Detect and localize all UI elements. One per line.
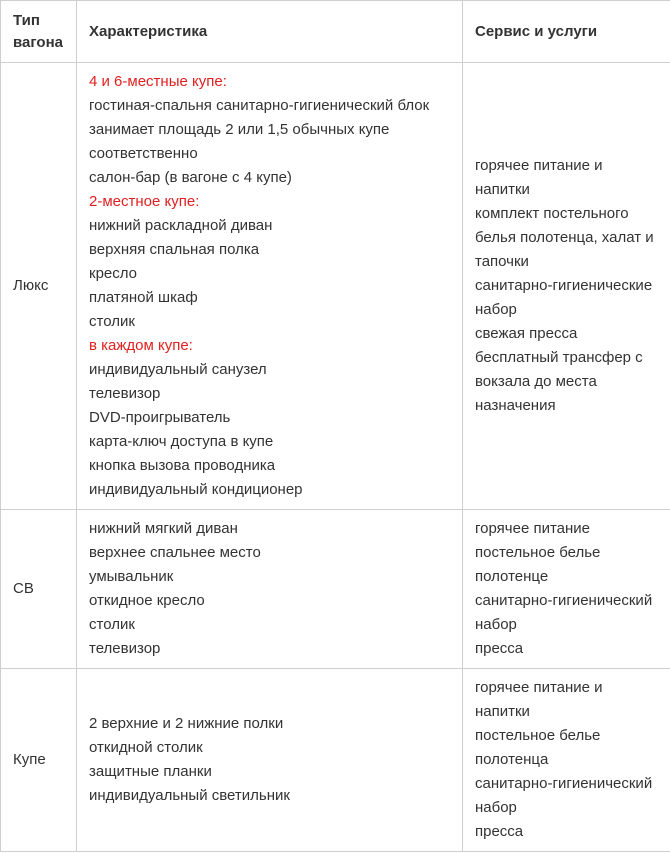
list-item: платяной шкаф (89, 289, 198, 306)
wagon-type-cell: Купе (1, 669, 77, 852)
services-list (475, 676, 658, 844)
list-item: откидное кресло (89, 592, 205, 609)
list-item: горячее питание и напитки (475, 679, 603, 720)
header-features: Характеристика (77, 1, 463, 63)
list-item: нижний раскладной диван (89, 217, 273, 234)
list-item: индивидуальный кондиционер (89, 481, 303, 498)
list-item: умывальник (89, 568, 174, 585)
features-cell (77, 669, 463, 852)
wagon-type-cell: СВ (1, 510, 77, 669)
list-item: полотенце (475, 568, 549, 585)
list-item: индивидуальный санузел (89, 361, 267, 378)
services-cell (463, 510, 670, 669)
list-item: горячее питание (475, 520, 590, 537)
list-item: бесплатный трансфер с вокзала до места назначения (475, 349, 643, 414)
list-item: свежая пресса (475, 325, 578, 342)
table-row-lux (1, 63, 670, 510)
header-type: Тип вагона (1, 1, 77, 63)
list-item: комплект постельного белья полотенца, халат и тапочки (475, 205, 654, 270)
list-item: санитарно-гигиенические набор (475, 277, 653, 318)
list-item: индивидуальный светильник (89, 787, 290, 804)
list-item: кнопка вызова проводника (89, 457, 276, 474)
services-list (475, 517, 658, 661)
list-item: санитарно-гигиенический набор (475, 775, 653, 816)
list-item: карта-ключ доступа в купе (89, 433, 274, 450)
features-cell (77, 63, 463, 510)
list-item: верхнее спальнее место (89, 544, 261, 561)
table-header-row (1, 1, 670, 63)
list-item: горячее питание и напитки (475, 157, 603, 198)
list-item: телевизор (89, 385, 161, 402)
list-item: пресса (475, 640, 524, 657)
list-item: 2 верхние и 2 нижние полки (89, 715, 284, 732)
features-list (89, 712, 450, 808)
header-services: Сервис и услуги (463, 1, 670, 63)
features-list (89, 517, 450, 661)
list-item: телевизор (89, 640, 161, 657)
list-item: DVD-проигрыватель (89, 409, 231, 426)
table-row-kupe (1, 669, 670, 852)
list-item: столик (89, 313, 135, 330)
list-item: гостиная-спальня санитарно-гигиенический блок занимает площадь 2 или 1,5 обычных купе соответственно (89, 97, 430, 162)
list-item: защитные планки (89, 763, 212, 780)
section-heading: в каждом купе: (89, 337, 193, 354)
list-item: пресса (475, 823, 524, 840)
services-list (475, 154, 658, 418)
services-cell (463, 669, 670, 852)
features-list (89, 70, 450, 502)
features-cell (77, 510, 463, 669)
list-item: санитарно-гигиенический набор (475, 592, 653, 633)
list-item: откидной столик (89, 739, 203, 756)
list-item: постельное белье (475, 727, 601, 744)
table-row-sv (1, 510, 670, 669)
services-cell (463, 63, 670, 510)
section-heading: 2-местное купе: (89, 193, 200, 210)
list-item: нижний мягкий диван (89, 520, 238, 537)
section-heading: 4 и 6-местные купе: (89, 73, 227, 90)
list-item: столик (89, 616, 135, 633)
list-item: салон-бар (в вагоне с 4 купе) (89, 169, 292, 186)
list-item: постельное белье (475, 544, 601, 561)
list-item: верхняя спальная полка (89, 241, 260, 258)
list-item: полотенца (475, 751, 549, 768)
wagon-type-cell: Люкс (1, 63, 77, 510)
list-item: кресло (89, 265, 138, 282)
